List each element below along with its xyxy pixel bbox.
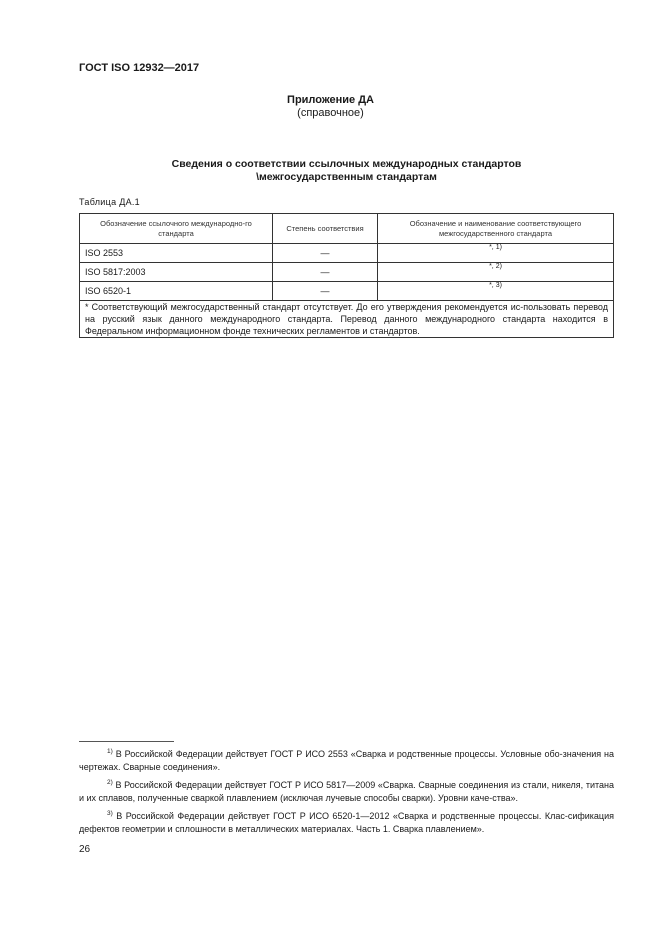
cell-designation: ISO 5817:2003	[80, 263, 273, 282]
footnote-text: В Российской Федерации действует ГОСТ Р ИСО 6520-1—2012 «Сварка и родственные процессы. Клас-сификация дефектов геометрии и сплошности в металлических материалах. Часть 1. Сварка плавлением».	[79, 811, 614, 834]
cell-name: *, 3)	[378, 282, 614, 301]
footnotes	[79, 746, 614, 839]
table-row	[80, 282, 614, 301]
cell-name: *, 2)	[378, 263, 614, 282]
table-note: * Соответствующий межгосударственный стандарт отсутствует. До его утверждения рекомендуется ис-пользовать перевод на русский язык данного международного стандарта. Перевод данного международного стандарта находится в Федеральном информационном фонде технических регламентов и стандартов.	[80, 301, 614, 338]
footnote-mark: 1)	[107, 748, 113, 755]
footnote-1	[79, 746, 614, 773]
appendix-heading	[0, 94, 661, 120]
table-row	[80, 263, 614, 282]
footnote-text: В Российской Федерации действует ГОСТ Р ИСО 5817—2009 «Сварка. Сварные соединения из стали, никеля, титана и их сплавов, полученные сваркой плавлением (исключая лучевые способы сварки). Уровни каче-ства».	[79, 780, 614, 803]
table-header-row	[80, 214, 614, 244]
appendix-subtitle: (справочное)	[297, 107, 364, 119]
table-note-row	[80, 301, 614, 338]
footnote-mark: 3)	[107, 810, 113, 817]
column-header-degree: Степень соответствия	[273, 214, 378, 244]
cell-designation: ISO 2553	[80, 244, 273, 263]
column-header-name: Обозначение и наименование соответствующего межгосударственного стандарта	[378, 214, 614, 244]
column-header-designation: Обозначение ссылочного международно-го стандарта	[80, 214, 273, 244]
footnote-separator	[79, 741, 174, 742]
section-heading-line-2: \межгосударственным стандартам	[256, 171, 437, 183]
footnote-3	[79, 808, 614, 835]
footnote-2	[79, 777, 614, 804]
section-heading-line-1: Сведения о соответствии ссылочных международных стандартов	[171, 158, 522, 170]
table-label: Таблица ДА.1	[79, 197, 140, 207]
cell-degree: —	[273, 282, 378, 301]
correspondence-table	[79, 213, 614, 338]
cell-name: *, 1)	[378, 244, 614, 263]
section-heading	[79, 158, 614, 184]
footnote-text: В Российской Федерации действует ГОСТ Р ИСО 2553 «Сварка и родственные процессы. Условные обо-значения на чертежах. Сварные соединения».	[79, 749, 614, 772]
page-number: 26	[79, 844, 91, 855]
appendix-title: Приложение ДА	[287, 94, 374, 106]
cell-degree: —	[273, 263, 378, 282]
cell-degree: —	[273, 244, 378, 263]
document-code: ГОСТ ISO 12932—2017	[79, 62, 200, 74]
table-row	[80, 244, 614, 263]
footnote-mark: 2)	[107, 779, 113, 786]
cell-designation: ISO 6520-1	[80, 282, 273, 301]
